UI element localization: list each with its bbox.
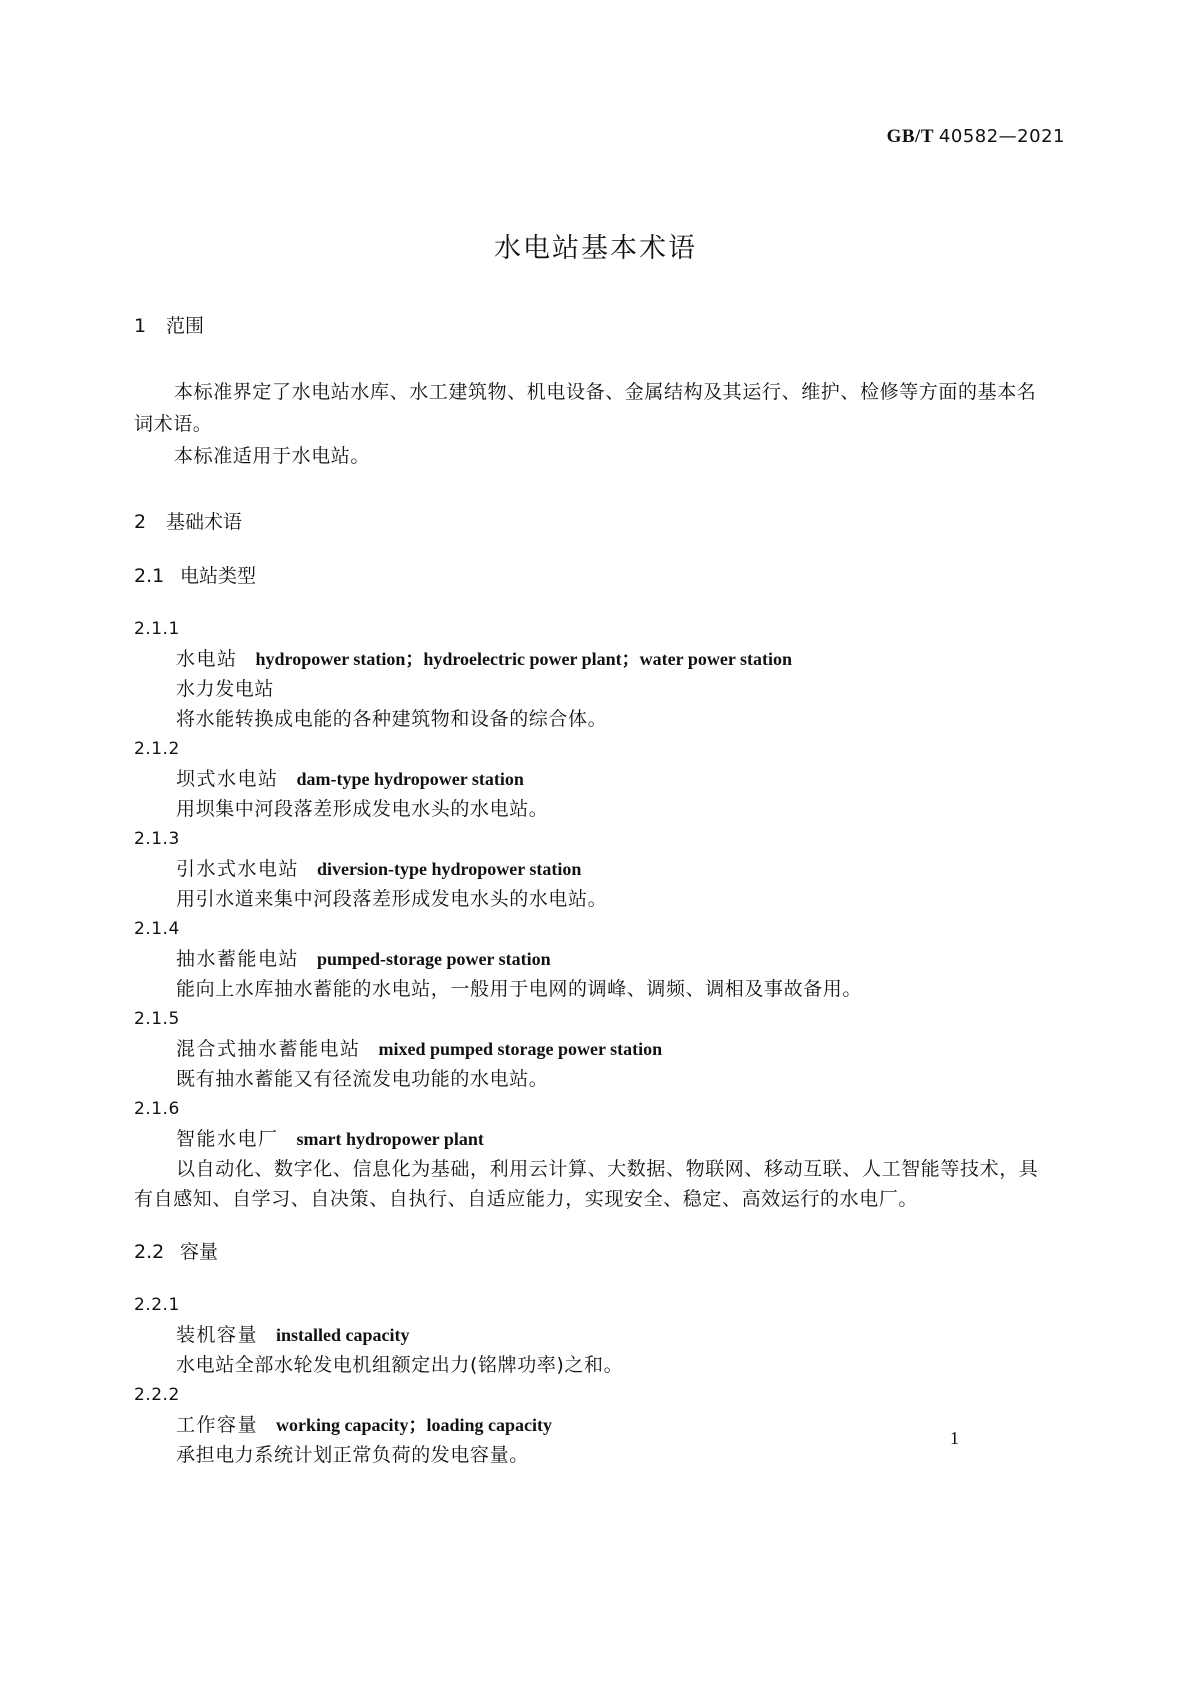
term-entry [134,1094,1054,1214]
page-number: 1 [950,1428,959,1448]
subsection-title: 容量 [180,1241,219,1263]
term-entry [134,914,1054,1004]
term-definition: 用引水道来集中河段落差形成发电水头的水电站。 [176,888,608,910]
term-en: hydropower station；hydroelectric power plant；water power station [255,649,792,669]
term-definition: 以自动化、数字化、信息化为基础，利用云计算、大数据、物联网、移动互联、人工智能等技术，具有自感知、自学习、自决策、自执行、自适应能力，实现安全、稳定、高效运行的水电厂。 [134,1158,1039,1210]
term-zh: 引水式水电站 [176,858,300,880]
term-number: 2.1.1 [134,619,180,639]
section-number: 2 [134,511,147,533]
term-en: dam-type hydropower station [296,769,524,789]
subsection-heading-capacity [134,1236,1054,1268]
term-heading [176,1124,1054,1154]
term-en: installed capacity [276,1325,410,1345]
document-body [134,310,1054,1470]
term-definition: 水电站全部水轮发电机组额定出力(铭牌功率)之和。 [176,1354,624,1376]
term-zh: 混合式抽水蓄能电站 [176,1038,361,1060]
section-title: 基础术语 [166,511,243,533]
term-heading [176,854,1054,884]
term-zh: 装机容量 [176,1324,259,1346]
term-number: 2.1.6 [134,1099,180,1119]
term-heading [176,944,1054,974]
term-number: 2.1.5 [134,1009,180,1029]
term-heading [176,764,1054,794]
term-heading [176,1320,1054,1350]
subsection-number: 2.1 [134,565,165,587]
scope-paragraph: 本标准界定了水电站水库、水工建筑物、机电设备、金属结构及其运行、维护、检修等方面的基本名词术语。 [134,381,1037,435]
term-en: mixed pumped storage power station [378,1039,663,1059]
term-definition: 承担电力系统计划正常负荷的发电容量。 [176,1444,529,1466]
term-entry [134,1290,1054,1380]
standard-code [887,126,1065,148]
subsection-heading-station-types [134,560,1054,592]
section-heading-basic-terms [134,506,1054,538]
term-definition: 用坝集中河段落差形成发电水头的水电站。 [176,798,549,820]
term-entry [134,824,1054,914]
subsection-title: 电站类型 [180,565,257,587]
term-number: 2.2.1 [134,1295,180,1315]
term-zh: 坝式水电站 [176,768,279,790]
term-definition: 既有抽水蓄能又有径流发电功能的水电站。 [176,1068,549,1090]
term-entry [134,734,1054,824]
term-number: 2.2.2 [134,1385,180,1405]
term-number: 2.1.4 [134,919,180,939]
term-en: diversion-type hydropower station [317,859,582,879]
term-en: pumped-storage power station [317,949,551,969]
term-heading [176,644,1054,674]
term-zh: 抽水蓄能电站 [176,948,300,970]
standard-number: 40582—2021 [938,126,1065,147]
standard-prefix: GB/T [886,126,934,147]
subsection-number: 2.2 [134,1241,165,1263]
term-definition: 能向上水库抽水蓄能的水电站，一般用于电网的调峰、调频、调相及事故备用。 [176,978,863,1000]
term-heading [176,1410,1054,1440]
term-definition: 将水能转换成电能的各种建筑物和设备的综合体。 [176,708,608,730]
term-zh: 工作容量 [176,1414,259,1436]
term-entry [134,614,1054,734]
term-en: working capacity；loading capacity [276,1415,553,1435]
scope-paragraph: 本标准适用于水电站。 [174,445,371,467]
term-number: 2.1.2 [134,739,180,759]
document-title: 水电站基本术语 [494,233,697,264]
term-zh: 智能水电厂 [176,1128,279,1150]
term-alternative: 水力发电站 [176,678,275,700]
term-zh: 水电站 [176,648,238,670]
section-title: 范围 [166,315,205,337]
term-number: 2.1.3 [134,829,180,849]
term-heading [176,1034,1054,1064]
term-en: smart hydropower plant [296,1129,484,1149]
term-entry [134,1004,1054,1094]
term-entry [134,1380,1054,1470]
section-number: 1 [134,315,147,337]
section-heading-scope [134,310,1054,342]
